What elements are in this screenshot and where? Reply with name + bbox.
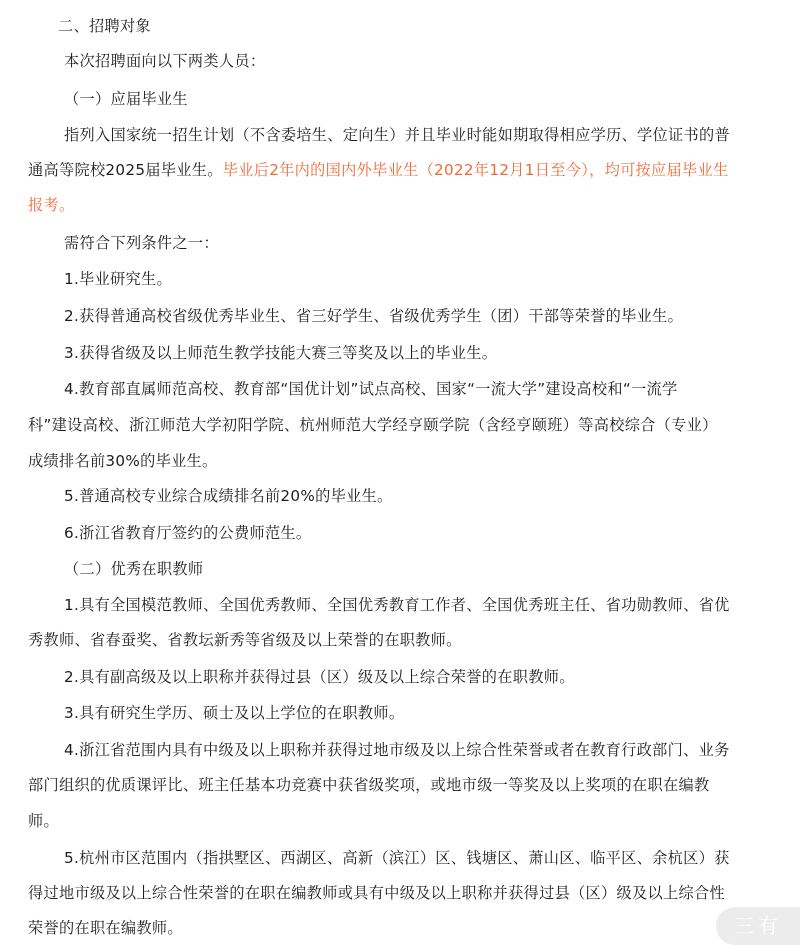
category1-definition-line1: 指列入国家统一招生计划（不含委培生、定向生）并且毕业时能如期取得相应学历、学位证书的普: [64, 126, 730, 144]
teacher-item-3: 3.具有研究生学历、硕士及以上学位的在职教师。: [64, 704, 405, 722]
watermark-badge: 三有: [716, 907, 800, 945]
teacher-item-4-line2: 部门组织的优质课评比、班主任基本功竞赛中获省级奖项，或地市级一等奖及以上奖项的在职在编教: [28, 776, 710, 794]
category1-definition-line3: 报考。: [28, 196, 75, 214]
condition-4-line2: 科”建设高校、浙江师范大学初阳学院、杭州师范大学经亨颐学院（含经亨颐班）等高校综合（专业）: [28, 416, 718, 434]
condition-4-line3: 成绩排名前30%的毕业生。: [28, 452, 218, 470]
condition-6: 6.浙江省教育厅签约的公费师范生。: [64, 524, 312, 542]
section-heading: 二、招聘对象: [58, 17, 151, 35]
category1-definition-plain: 通高等院校2025届毕业生。: [28, 161, 223, 179]
condition-3: 3.获得省级及以上师范生教学技能大赛三等奖及以上的毕业生。: [64, 344, 498, 362]
condition-5: 5.普通高校专业综合成绩排名前20%的毕业生。: [64, 487, 393, 505]
category1-definition-highlight: 毕业后2年内的国内外毕业生（2022年12月1日至今），均可按应届毕业生: [222, 161, 729, 179]
teacher-item-5-line2: 得过地市级及以上综合性荣誉的在职在编教师或具有中级及以上职称并获得过县（区）级及以上综合性: [28, 884, 725, 902]
teacher-item-2: 2.具有副高级及以上职称并获得过县（区）级及以上综合荣誉的在职教师。: [64, 668, 575, 686]
category2-heading: （二）优秀在职教师: [64, 560, 204, 578]
teacher-item-5-line1: 5.杭州市区范围内（指拱墅区、西湖区、高新（滨江）区、钱塘区、萧山区、临平区、余杭区）获: [64, 849, 730, 867]
conditions-intro: 需符合下列条件之一：: [64, 234, 219, 252]
teacher-item-1-line1: 1.具有全国模范教师、全国优秀教师、全国优秀教育工作者、全国优秀班主任、省功勋教师、省优: [64, 596, 730, 614]
teacher-item-1-line2: 秀教师、省春蚕奖、省教坛新秀等省级及以上荣誉的在职教师。: [28, 631, 462, 649]
condition-2: 2.获得普通高校省级优秀毕业生、省三好学生、省级优秀学生（团）干部等荣誉的毕业生。: [64, 307, 684, 325]
teacher-item-5-line3: 荣誉的在职在编教师。: [28, 919, 183, 937]
teacher-item-4-line1: 4.浙江省范围内具有中级及以上职称并获得过地市级及以上综合性荣誉或者在教育行政部门、业务: [64, 741, 730, 759]
category1-heading: （一）应届毕业生: [64, 90, 188, 108]
condition-4-line1: 4.教育部直属师范高校、教育部“国优计划”试点高校、国家“一流大学”建设高校和“一流学: [64, 380, 678, 398]
condition-1: 1.毕业研究生。: [64, 270, 173, 288]
teacher-item-4-line3: 师。: [28, 812, 59, 830]
category1-definition-line2: [28, 159, 729, 181]
intro-text: 本次招聘面向以下两类人员：: [64, 52, 266, 70]
